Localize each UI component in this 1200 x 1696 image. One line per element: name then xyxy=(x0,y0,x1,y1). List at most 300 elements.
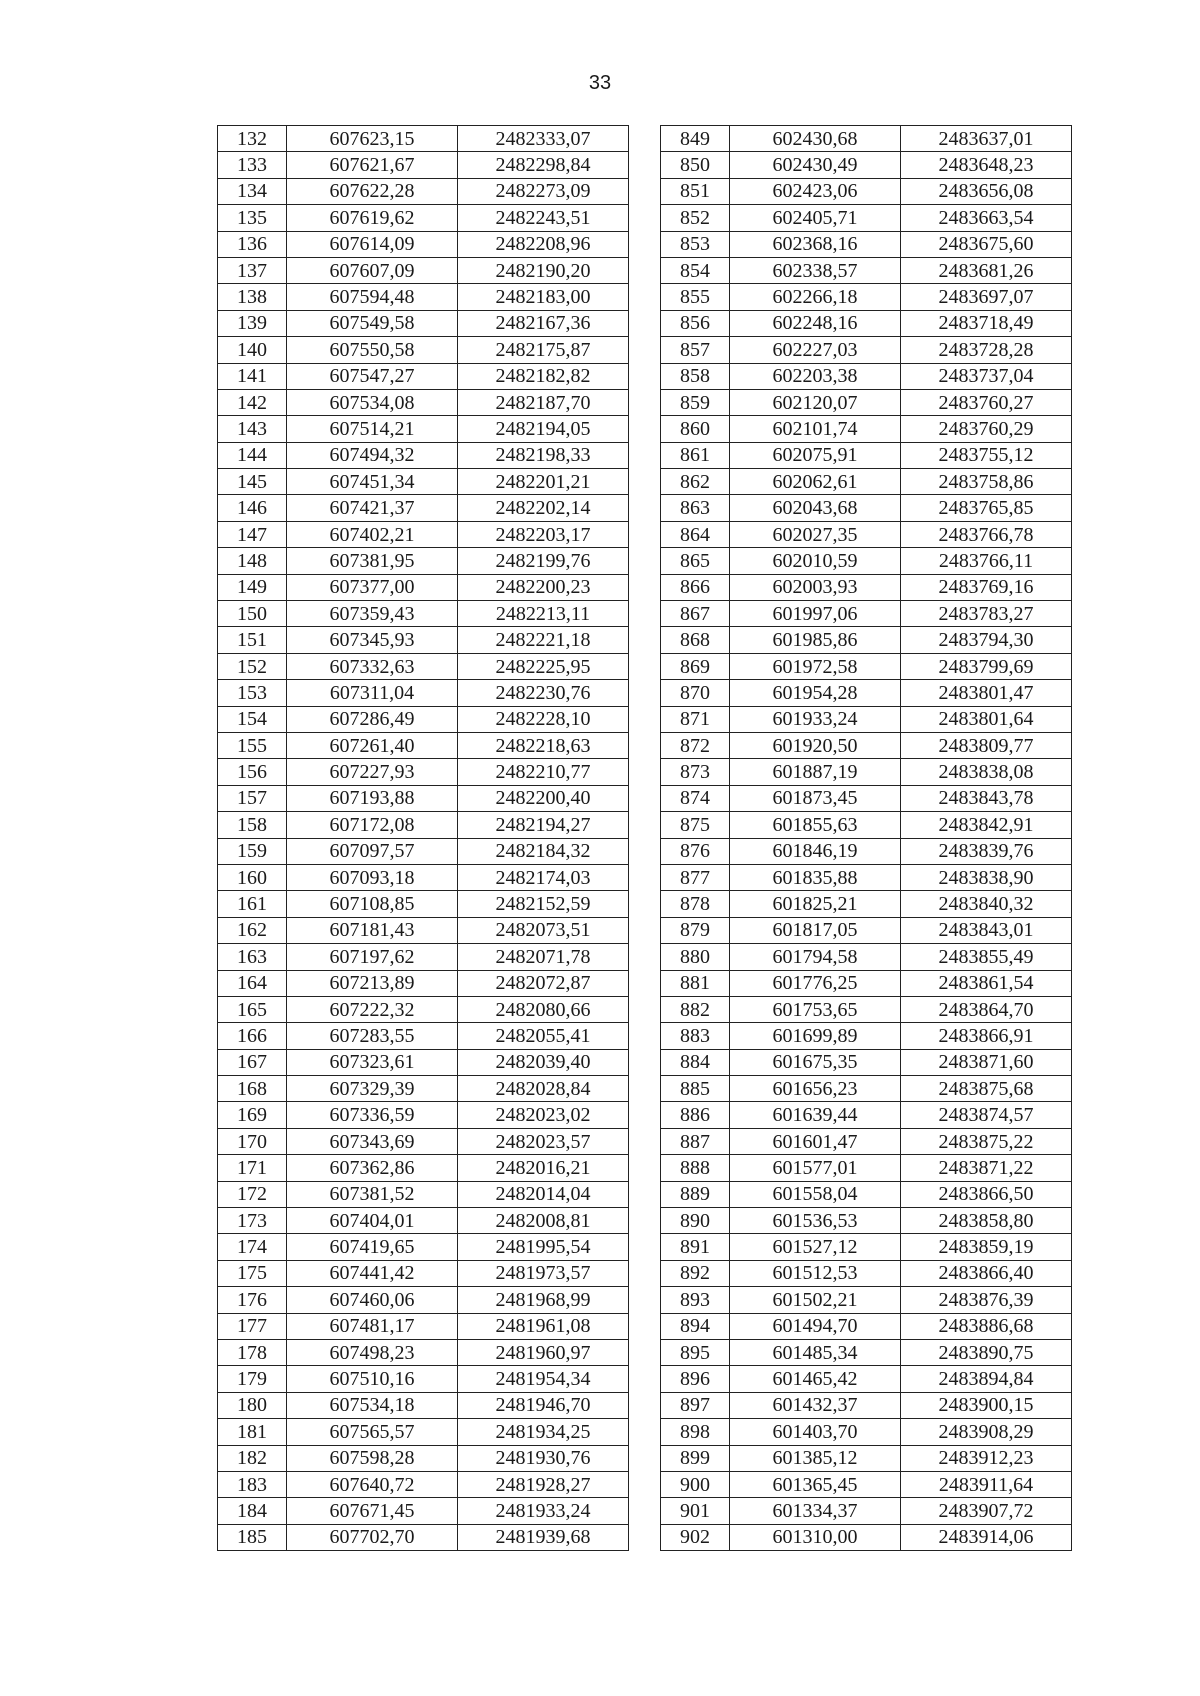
point-number-right: 902 xyxy=(661,1524,730,1550)
point-number-left: 154 xyxy=(218,706,287,732)
x-coordinate-left: 607460,06 xyxy=(287,1287,458,1313)
point-number-right: 857 xyxy=(661,337,730,363)
x-coordinate-right: 601310,00 xyxy=(730,1524,901,1550)
y-coordinate-left: 2482218,63 xyxy=(458,732,629,758)
x-coordinate-left: 607345,93 xyxy=(287,627,458,653)
y-coordinate-right: 2483866,50 xyxy=(901,1181,1072,1207)
x-coordinate-left: 607359,43 xyxy=(287,601,458,627)
point-number-right: 852 xyxy=(661,205,730,231)
x-coordinate-left: 607377,00 xyxy=(287,574,458,600)
column-gap xyxy=(629,1049,661,1075)
column-gap xyxy=(629,442,661,468)
point-number-left: 150 xyxy=(218,601,287,627)
y-coordinate-left: 2482210,77 xyxy=(458,759,629,785)
point-number-right: 862 xyxy=(661,469,730,495)
table-row xyxy=(218,1076,1072,1102)
y-coordinate-right: 2483801,64 xyxy=(901,706,1072,732)
y-coordinate-right: 2483839,76 xyxy=(901,838,1072,864)
point-number-left: 138 xyxy=(218,284,287,310)
point-number-left: 133 xyxy=(218,152,287,178)
point-number-right: 855 xyxy=(661,284,730,310)
column-gap xyxy=(629,732,661,758)
table-row xyxy=(218,706,1072,732)
point-number-right: 883 xyxy=(661,1023,730,1049)
x-coordinate-left: 607514,21 xyxy=(287,416,458,442)
y-coordinate-left: 2482023,02 xyxy=(458,1102,629,1128)
point-number-left: 161 xyxy=(218,891,287,917)
x-coordinate-right: 601873,45 xyxy=(730,785,901,811)
column-gap xyxy=(629,152,661,178)
point-number-right: 885 xyxy=(661,1076,730,1102)
table-row xyxy=(218,680,1072,706)
column-gap xyxy=(629,231,661,257)
point-number-right: 896 xyxy=(661,1366,730,1392)
y-coordinate-right: 2483855,49 xyxy=(901,944,1072,970)
table-row xyxy=(218,891,1072,917)
x-coordinate-left: 607594,48 xyxy=(287,284,458,310)
y-coordinate-right: 2483648,23 xyxy=(901,152,1072,178)
point-number-right: 900 xyxy=(661,1471,730,1497)
column-gap xyxy=(629,680,661,706)
x-coordinate-right: 601465,42 xyxy=(730,1366,901,1392)
y-coordinate-right: 2483886,68 xyxy=(901,1313,1072,1339)
table-row xyxy=(218,257,1072,283)
x-coordinate-right: 601334,37 xyxy=(730,1498,901,1524)
x-coordinate-right: 602003,93 xyxy=(730,574,901,600)
x-coordinate-left: 607534,18 xyxy=(287,1392,458,1418)
y-coordinate-left: 2482243,51 xyxy=(458,205,629,231)
x-coordinate-right: 602368,16 xyxy=(730,231,901,257)
point-number-right: 853 xyxy=(661,231,730,257)
table-row xyxy=(218,838,1072,864)
y-coordinate-left: 2482152,59 xyxy=(458,891,629,917)
y-coordinate-left: 2482230,76 xyxy=(458,680,629,706)
x-coordinate-right: 601432,37 xyxy=(730,1392,901,1418)
column-gap xyxy=(629,1155,661,1181)
x-coordinate-right: 602075,91 xyxy=(730,442,901,468)
y-coordinate-right: 2483894,84 xyxy=(901,1366,1072,1392)
x-coordinate-right: 601536,53 xyxy=(730,1208,901,1234)
x-coordinate-left: 607419,65 xyxy=(287,1234,458,1260)
y-coordinate-left: 2482071,78 xyxy=(458,944,629,970)
x-coordinate-left: 607451,34 xyxy=(287,469,458,495)
column-gap xyxy=(629,363,661,389)
x-coordinate-right: 601601,47 xyxy=(730,1128,901,1154)
column-gap xyxy=(629,1366,661,1392)
x-coordinate-right: 602062,61 xyxy=(730,469,901,495)
table-row xyxy=(218,1181,1072,1207)
y-coordinate-right: 2483718,49 xyxy=(901,310,1072,336)
x-coordinate-right: 601855,63 xyxy=(730,812,901,838)
coordinates-table-body xyxy=(218,126,1072,1551)
table-row xyxy=(218,653,1072,679)
y-coordinate-right: 2483908,29 xyxy=(901,1419,1072,1445)
x-coordinate-right: 601527,12 xyxy=(730,1234,901,1260)
column-gap xyxy=(629,1287,661,1313)
point-number-right: 858 xyxy=(661,363,730,389)
y-coordinate-left: 2482199,76 xyxy=(458,548,629,574)
x-coordinate-left: 607336,59 xyxy=(287,1102,458,1128)
point-number-left: 145 xyxy=(218,469,287,495)
y-coordinate-left: 2482221,18 xyxy=(458,627,629,653)
point-number-left: 170 xyxy=(218,1128,287,1154)
x-coordinate-left: 607498,23 xyxy=(287,1339,458,1365)
x-coordinate-right: 602227,03 xyxy=(730,337,901,363)
point-number-left: 165 xyxy=(218,996,287,1022)
table-row xyxy=(218,812,1072,838)
x-coordinate-left: 607614,09 xyxy=(287,231,458,257)
y-coordinate-right: 2483769,16 xyxy=(901,574,1072,600)
page-number: 33 xyxy=(588,72,612,94)
table-row xyxy=(218,310,1072,336)
x-coordinate-left: 607481,17 xyxy=(287,1313,458,1339)
point-number-left: 158 xyxy=(218,812,287,838)
x-coordinate-right: 602203,38 xyxy=(730,363,901,389)
x-coordinate-right: 601512,53 xyxy=(730,1260,901,1286)
x-coordinate-right: 601639,44 xyxy=(730,1102,901,1128)
x-coordinate-left: 607213,89 xyxy=(287,970,458,996)
x-coordinate-right: 601825,21 xyxy=(730,891,901,917)
x-coordinate-right: 601675,35 xyxy=(730,1049,901,1075)
y-coordinate-left: 2482194,27 xyxy=(458,812,629,838)
point-number-right: 849 xyxy=(661,126,730,152)
y-coordinate-left: 2481954,34 xyxy=(458,1366,629,1392)
column-gap xyxy=(629,1102,661,1128)
column-gap xyxy=(629,1260,661,1286)
point-number-right: 889 xyxy=(661,1181,730,1207)
x-coordinate-right: 601485,34 xyxy=(730,1339,901,1365)
y-coordinate-right: 2483871,60 xyxy=(901,1049,1072,1075)
table-row xyxy=(218,1155,1072,1181)
column-gap xyxy=(629,205,661,231)
table-row xyxy=(218,126,1072,152)
column-gap xyxy=(629,601,661,627)
y-coordinate-right: 2483871,22 xyxy=(901,1155,1072,1181)
y-coordinate-right: 2483843,78 xyxy=(901,785,1072,811)
table-row xyxy=(218,944,1072,970)
column-gap xyxy=(629,1023,661,1049)
point-number-left: 136 xyxy=(218,231,287,257)
y-coordinate-left: 2482200,40 xyxy=(458,785,629,811)
y-coordinate-left: 2482190,20 xyxy=(458,257,629,283)
x-coordinate-left: 607362,86 xyxy=(287,1155,458,1181)
point-number-left: 180 xyxy=(218,1392,287,1418)
column-gap xyxy=(629,389,661,415)
y-coordinate-left: 2482273,09 xyxy=(458,178,629,204)
y-coordinate-right: 2483794,30 xyxy=(901,627,1072,653)
x-coordinate-right: 601997,06 xyxy=(730,601,901,627)
point-number-right: 864 xyxy=(661,521,730,547)
x-coordinate-right: 602430,68 xyxy=(730,126,901,152)
x-coordinate-left: 607222,32 xyxy=(287,996,458,1022)
y-coordinate-right: 2483663,54 xyxy=(901,205,1072,231)
column-gap xyxy=(629,548,661,574)
y-coordinate-right: 2483843,01 xyxy=(901,917,1072,943)
point-number-right: 866 xyxy=(661,574,730,600)
point-number-right: 884 xyxy=(661,1049,730,1075)
y-coordinate-right: 2483755,12 xyxy=(901,442,1072,468)
x-coordinate-left: 607404,01 xyxy=(287,1208,458,1234)
y-coordinate-left: 2482080,66 xyxy=(458,996,629,1022)
column-gap xyxy=(629,1419,661,1445)
table-row xyxy=(218,1471,1072,1497)
x-coordinate-right: 601985,86 xyxy=(730,627,901,653)
point-number-left: 146 xyxy=(218,495,287,521)
point-number-left: 140 xyxy=(218,337,287,363)
column-gap xyxy=(629,1498,661,1524)
y-coordinate-right: 2483900,15 xyxy=(901,1392,1072,1418)
x-coordinate-left: 607550,58 xyxy=(287,337,458,363)
x-coordinate-left: 607343,69 xyxy=(287,1128,458,1154)
point-number-left: 167 xyxy=(218,1049,287,1075)
column-gap xyxy=(629,1128,661,1154)
x-coordinate-left: 607621,67 xyxy=(287,152,458,178)
point-number-right: 886 xyxy=(661,1102,730,1128)
point-number-right: 868 xyxy=(661,627,730,653)
point-number-right: 861 xyxy=(661,442,730,468)
column-gap xyxy=(629,337,661,363)
x-coordinate-right: 601502,21 xyxy=(730,1287,901,1313)
y-coordinate-left: 2482198,33 xyxy=(458,442,629,468)
column-gap xyxy=(629,891,661,917)
y-coordinate-left: 2482174,03 xyxy=(458,864,629,890)
x-coordinate-right: 601558,04 xyxy=(730,1181,901,1207)
point-number-right: 877 xyxy=(661,864,730,890)
y-coordinate-right: 2483766,78 xyxy=(901,521,1072,547)
y-coordinate-left: 2482201,21 xyxy=(458,469,629,495)
y-coordinate-left: 2481995,54 xyxy=(458,1234,629,1260)
column-gap xyxy=(629,812,661,838)
table-row xyxy=(218,970,1072,996)
point-number-left: 132 xyxy=(218,126,287,152)
point-number-left: 152 xyxy=(218,653,287,679)
point-number-right: 892 xyxy=(661,1260,730,1286)
column-gap xyxy=(629,284,661,310)
table-row xyxy=(218,1419,1072,1445)
x-coordinate-right: 601794,58 xyxy=(730,944,901,970)
y-coordinate-left: 2482213,11 xyxy=(458,601,629,627)
point-number-right: 860 xyxy=(661,416,730,442)
point-number-left: 159 xyxy=(218,838,287,864)
point-number-right: 887 xyxy=(661,1128,730,1154)
y-coordinate-left: 2482228,10 xyxy=(458,706,629,732)
point-number-left: 173 xyxy=(218,1208,287,1234)
column-gap xyxy=(629,257,661,283)
y-coordinate-right: 2483912,23 xyxy=(901,1445,1072,1471)
point-number-right: 865 xyxy=(661,548,730,574)
point-number-left: 163 xyxy=(218,944,287,970)
y-coordinate-left: 2481946,70 xyxy=(458,1392,629,1418)
point-number-right: 882 xyxy=(661,996,730,1022)
column-gap xyxy=(629,970,661,996)
point-number-right: 867 xyxy=(661,601,730,627)
y-coordinate-right: 2483875,22 xyxy=(901,1128,1072,1154)
point-number-left: 156 xyxy=(218,759,287,785)
point-number-left: 177 xyxy=(218,1313,287,1339)
point-number-left: 137 xyxy=(218,257,287,283)
point-number-left: 181 xyxy=(218,1419,287,1445)
x-coordinate-left: 607421,37 xyxy=(287,495,458,521)
y-coordinate-right: 2483783,27 xyxy=(901,601,1072,627)
y-coordinate-right: 2483675,60 xyxy=(901,231,1072,257)
column-gap xyxy=(629,574,661,600)
y-coordinate-right: 2483656,08 xyxy=(901,178,1072,204)
table-row xyxy=(218,495,1072,521)
column-gap xyxy=(629,785,661,811)
point-number-left: 135 xyxy=(218,205,287,231)
point-number-right: 869 xyxy=(661,653,730,679)
column-gap xyxy=(629,416,661,442)
y-coordinate-left: 2481968,99 xyxy=(458,1287,629,1313)
x-coordinate-left: 607172,08 xyxy=(287,812,458,838)
point-number-left: 162 xyxy=(218,917,287,943)
x-coordinate-left: 607623,15 xyxy=(287,126,458,152)
x-coordinate-right: 601494,70 xyxy=(730,1313,901,1339)
x-coordinate-left: 607332,63 xyxy=(287,653,458,679)
table-row xyxy=(218,1445,1072,1471)
table-row xyxy=(218,205,1072,231)
x-coordinate-left: 607549,58 xyxy=(287,310,458,336)
table-row xyxy=(218,231,1072,257)
x-coordinate-left: 607286,49 xyxy=(287,706,458,732)
table-row xyxy=(218,1313,1072,1339)
y-coordinate-left: 2482023,57 xyxy=(458,1128,629,1154)
y-coordinate-right: 2483737,04 xyxy=(901,363,1072,389)
table-row xyxy=(218,627,1072,653)
x-coordinate-left: 607441,42 xyxy=(287,1260,458,1286)
column-gap xyxy=(629,996,661,1022)
x-coordinate-left: 607329,39 xyxy=(287,1076,458,1102)
column-gap xyxy=(629,864,661,890)
y-coordinate-right: 2483858,80 xyxy=(901,1208,1072,1234)
table-row xyxy=(218,785,1072,811)
x-coordinate-left: 607108,85 xyxy=(287,891,458,917)
point-number-left: 185 xyxy=(218,1524,287,1550)
table-row xyxy=(218,284,1072,310)
y-coordinate-right: 2483875,68 xyxy=(901,1076,1072,1102)
table-row xyxy=(218,1498,1072,1524)
y-coordinate-left: 2481961,08 xyxy=(458,1313,629,1339)
column-gap xyxy=(629,310,661,336)
y-coordinate-left: 2482039,40 xyxy=(458,1049,629,1075)
point-number-left: 178 xyxy=(218,1339,287,1365)
y-coordinate-left: 2482183,00 xyxy=(458,284,629,310)
y-coordinate-left: 2481930,76 xyxy=(458,1445,629,1471)
table-row xyxy=(218,1102,1072,1128)
x-coordinate-right: 602266,18 xyxy=(730,284,901,310)
y-coordinate-left: 2481934,25 xyxy=(458,1419,629,1445)
point-number-left: 182 xyxy=(218,1445,287,1471)
point-number-left: 147 xyxy=(218,521,287,547)
point-number-left: 166 xyxy=(218,1023,287,1049)
column-gap xyxy=(629,944,661,970)
point-number-right: 859 xyxy=(661,389,730,415)
y-coordinate-right: 2483697,07 xyxy=(901,284,1072,310)
table-row xyxy=(218,1524,1072,1550)
point-number-right: 876 xyxy=(661,838,730,864)
column-gap xyxy=(629,178,661,204)
y-coordinate-left: 2482333,07 xyxy=(458,126,629,152)
x-coordinate-left: 607402,21 xyxy=(287,521,458,547)
x-coordinate-left: 607640,72 xyxy=(287,1471,458,1497)
x-coordinate-right: 601817,05 xyxy=(730,917,901,943)
x-coordinate-left: 607283,55 xyxy=(287,1023,458,1049)
x-coordinate-right: 602338,57 xyxy=(730,257,901,283)
point-number-right: 897 xyxy=(661,1392,730,1418)
point-number-left: 160 xyxy=(218,864,287,890)
y-coordinate-right: 2483840,32 xyxy=(901,891,1072,917)
y-coordinate-right: 2483799,69 xyxy=(901,653,1072,679)
point-number-left: 169 xyxy=(218,1102,287,1128)
x-coordinate-left: 607619,62 xyxy=(287,205,458,231)
column-gap xyxy=(629,627,661,653)
y-coordinate-right: 2483859,19 xyxy=(901,1234,1072,1260)
x-coordinate-right: 602101,74 xyxy=(730,416,901,442)
x-coordinate-left: 607261,40 xyxy=(287,732,458,758)
column-gap xyxy=(629,1234,661,1260)
point-number-right: 880 xyxy=(661,944,730,970)
table-row xyxy=(218,601,1072,627)
y-coordinate-right: 2483760,27 xyxy=(901,389,1072,415)
point-number-left: 153 xyxy=(218,680,287,706)
column-gap xyxy=(629,126,661,152)
table-row xyxy=(218,469,1072,495)
point-number-left: 164 xyxy=(218,970,287,996)
x-coordinate-left: 607534,08 xyxy=(287,389,458,415)
x-coordinate-right: 601972,58 xyxy=(730,653,901,679)
table-row xyxy=(218,1023,1072,1049)
point-number-right: 856 xyxy=(661,310,730,336)
point-number-left: 149 xyxy=(218,574,287,600)
table-row xyxy=(218,1260,1072,1286)
point-number-left: 141 xyxy=(218,363,287,389)
column-gap xyxy=(629,917,661,943)
table-row xyxy=(218,363,1072,389)
y-coordinate-left: 2482167,36 xyxy=(458,310,629,336)
point-number-left: 176 xyxy=(218,1287,287,1313)
point-number-right: 894 xyxy=(661,1313,730,1339)
x-coordinate-left: 607181,43 xyxy=(287,917,458,943)
point-number-left: 148 xyxy=(218,548,287,574)
y-coordinate-left: 2482016,21 xyxy=(458,1155,629,1181)
y-coordinate-right: 2483766,11 xyxy=(901,548,1072,574)
point-number-right: 875 xyxy=(661,812,730,838)
point-number-right: 850 xyxy=(661,152,730,178)
y-coordinate-right: 2483765,85 xyxy=(901,495,1072,521)
point-number-left: 179 xyxy=(218,1366,287,1392)
y-coordinate-right: 2483637,01 xyxy=(901,126,1072,152)
point-number-left: 175 xyxy=(218,1260,287,1286)
x-coordinate-left: 607311,04 xyxy=(287,680,458,706)
point-number-right: 870 xyxy=(661,680,730,706)
x-coordinate-right: 602120,07 xyxy=(730,389,901,415)
table-row xyxy=(218,337,1072,363)
table-row xyxy=(218,732,1072,758)
point-number-left: 144 xyxy=(218,442,287,468)
y-coordinate-left: 2482073,51 xyxy=(458,917,629,943)
x-coordinate-left: 607197,62 xyxy=(287,944,458,970)
table-row xyxy=(218,1234,1072,1260)
x-coordinate-left: 607702,70 xyxy=(287,1524,458,1550)
point-number-right: 873 xyxy=(661,759,730,785)
column-gap xyxy=(629,469,661,495)
y-coordinate-left: 2482014,04 xyxy=(458,1181,629,1207)
x-coordinate-left: 607381,95 xyxy=(287,548,458,574)
x-coordinate-right: 601776,25 xyxy=(730,970,901,996)
column-gap xyxy=(629,1208,661,1234)
y-coordinate-right: 2483864,70 xyxy=(901,996,1072,1022)
column-gap xyxy=(629,1524,661,1550)
